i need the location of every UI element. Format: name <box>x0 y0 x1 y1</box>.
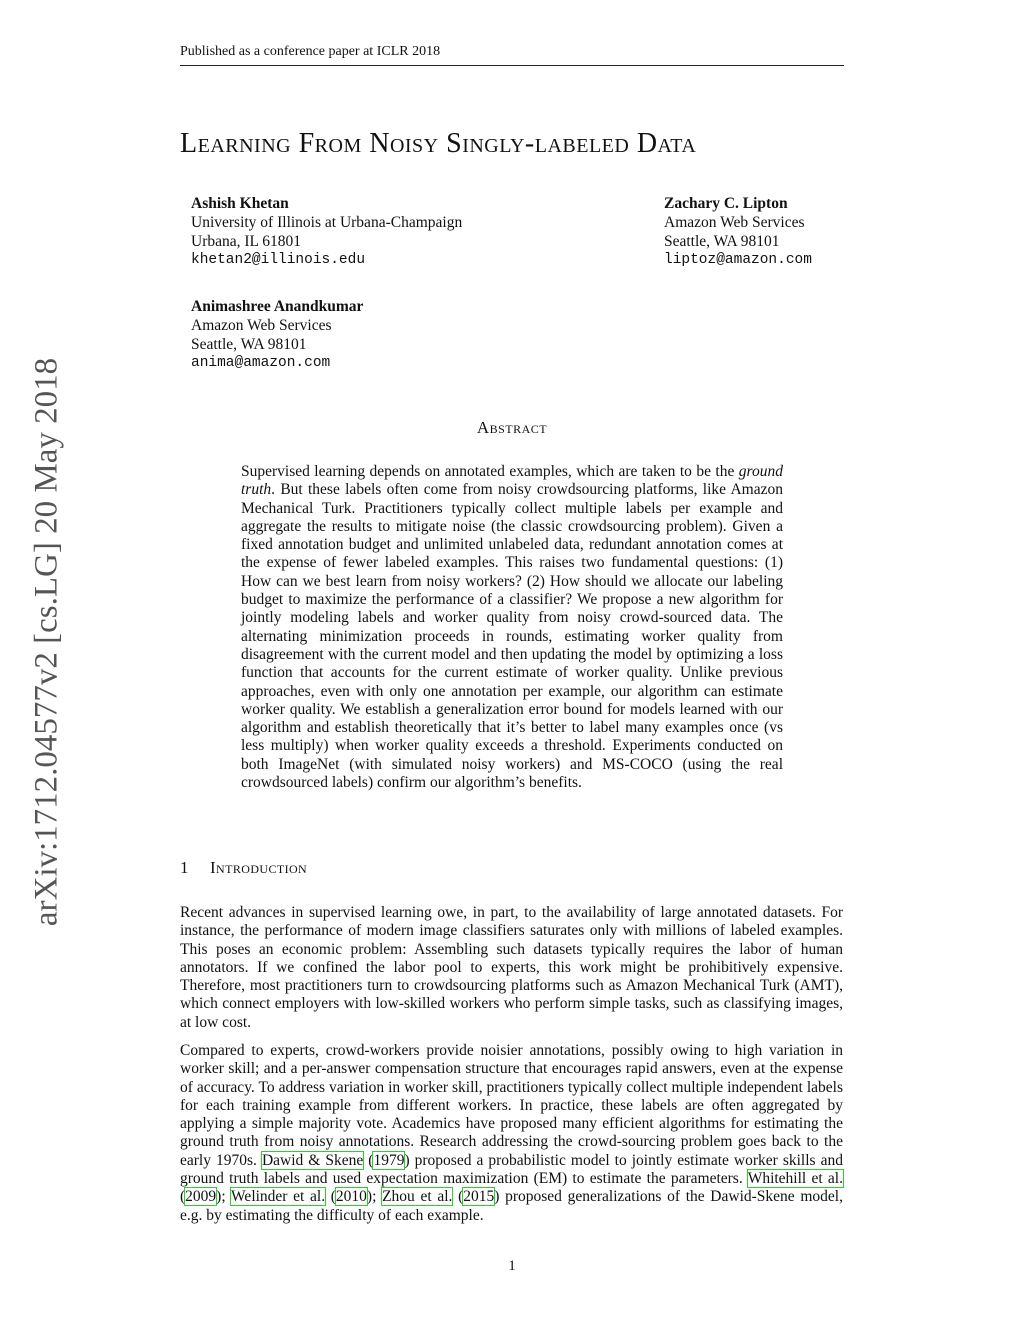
author-address: Urbana, IL 61801 <box>191 233 302 250</box>
author-name: Zachary C. Lipton <box>664 195 788 212</box>
intro-paragraph: Compared to experts, crowd-workers provide noisier annotations, possibly owing to high variation in worker skill; and a per-answer compensation structure that encourages rapid answers, even at the expense of accuracy. To address variation in worker skill, practitioners typically collect multiple independent labels for each training example from different workers. In practice, these labels are often aggregated by applying a simple majority vote. Academics have proposed many efficient algorithms for estimating the ground truth from noisy annotations. Research addressing the crowd-sourcing problem goes back to the early 1970s. Dawid & Skene (1979) proposed a probabilistic model to jointly estimate worker skills and ground truth labels and used expectation maximization (EM) to estimate the parameters. Whitehill et al. (2009); Welinder et al. (2010); Zhou et al. (2015) proposed generalizations of the Dawid-Skene model, e.g. by estimating the difficulty of each example. <box>180 1042 843 1224</box>
author-address: Seattle, WA 98101 <box>191 336 307 353</box>
citation-link[interactable]: Whitehill et al. <box>747 1170 843 1188</box>
citation-year-link[interactable]: 1979 <box>373 1151 405 1169</box>
intro-paragraph: Recent advances in supervised learning owe, in part, to the availability of large annotated datasets. For instance, the performance of modern image classifiers saturates only with millions of labeled examples. This poses an economic problem: Assembling such datasets typically requires the labor of human annotators. If we confined the labor pool to experts, this work might be prohibitively expensive. Therefore, most practitioners turn to crowdsourcing platforms such as Amazon Mechanical Turk (AMT), which connect employers with low-skilled workers who perform simple tasks, such as classifying images, at low cost. <box>180 904 843 1031</box>
author-affiliation: University of Illinois at Urbana-Champaign <box>191 214 463 231</box>
section-heading <box>180 858 307 878</box>
author-email[interactable]: khetan2@illinois.edu <box>191 252 366 268</box>
citation-year-link[interactable]: 2009 <box>185 1188 217 1206</box>
abstract-text-part: . But these labels often come from noisy crowdsourcing platforms, like Amazon Mechanical Turk. Practitioners typically collect multiple labels per example and aggregate the results to mitigate noise (the classic crowdsourcing problem). Given a fixed annotation budget and unlimited unlabeled data, redundant annotation comes at the expense of fewer labeled examples. This raises two fundamental questions: (1) How can we best learn from noisy workers? (2) How should we allocate our labeling budget to maximize the performance of a classifier? We propose a new algorithm for jointly modeling labels and worker quality from noisy crowd-sourced data. The alternating minimization proceeds in rounds, estimating worker quality from disagreement with the current model and then updating the model by optimizing a loss function that accounts for the current estimate of worker quality. Unlike previous approaches, even with only one annotation per example, our algorithm can estimate worker quality. We establish a generalization error bound for models learned with our algorithm and establish theoretically that it’s better to label many examples once (vs less multiply) when worker quality exceeds a threshold. Experiments conducted on both ImageNet (with simulated noisy workers) and MS-COCO (using the real crowdsourced labels) confirm our algorithm’s benefits. <box>241 481 783 792</box>
citation-year-link[interactable]: 2015 <box>463 1188 495 1206</box>
author-affiliation: Amazon Web Services <box>664 214 805 231</box>
author-block <box>191 194 462 270</box>
author-affiliation: Amazon Web Services <box>191 317 332 334</box>
paragraph-text: proposed a probabilistic model to jointly estimate worker skills and ground truth labels and used expectation maximization (EM) to estimate the parameters. <box>180 1151 843 1188</box>
citation-link[interactable]: Dawid & Skene <box>261 1151 364 1169</box>
paragraph-text: proposed generalizations of the Dawid-Skene model, e.g. by estimating the difficulty of each example. <box>180 1188 843 1224</box>
author-address: Seattle, WA 98101 <box>664 233 780 250</box>
paragraph-text: Compared to experts, crowd-workers provide noisier annotations, possibly owing to high variation in worker skill; and a per-answer compensation structure that encourages rapid answers, even at the expense of accuracy. To address variation in worker skill, practitioners typically collect multiple independent labels for each training example from different workers. In practice, these labels are often aggregated by applying a simple majority vote. Academics have proposed many efficient algorithms for estimating the ground truth from noisy annotations. Research addressing the crowd-sourcing problem goes back to the early 1970s. <box>180 1042 843 1169</box>
author-email[interactable]: liptoz@amazon.com <box>664 252 812 268</box>
abstract-heading: Abstract <box>476 418 548 437</box>
author-block <box>191 297 363 373</box>
citation-link[interactable]: Zhou et al. <box>382 1188 453 1206</box>
abstract-text <box>241 463 783 792</box>
section-number: 1 <box>180 858 189 877</box>
author-name: Animashree Anandkumar <box>191 298 364 315</box>
author-name: Ashish Khetan <box>191 195 289 212</box>
running-header: Published as a conference paper at ICLR 2018 <box>180 44 844 66</box>
citation-link[interactable]: Welinder et al. <box>231 1188 326 1206</box>
citation-year-link[interactable]: 2010 <box>335 1188 367 1206</box>
paper-title: Learning From Noisy Singly-labeled Data <box>180 128 697 159</box>
abstract-text-part: Supervised learning depends on annotated examples, which are taken to be the <box>241 463 739 480</box>
arxiv-stamp: arXiv:1712.04577v2 [cs.LG] 20 May 2018 <box>28 357 65 927</box>
author-block <box>664 194 812 270</box>
abstract-emphasis: ground truth <box>241 463 783 499</box>
section-title: Introduction <box>210 858 308 877</box>
author-email[interactable]: anima@amazon.com <box>191 355 331 371</box>
page-number: 1 <box>508 1258 516 1274</box>
